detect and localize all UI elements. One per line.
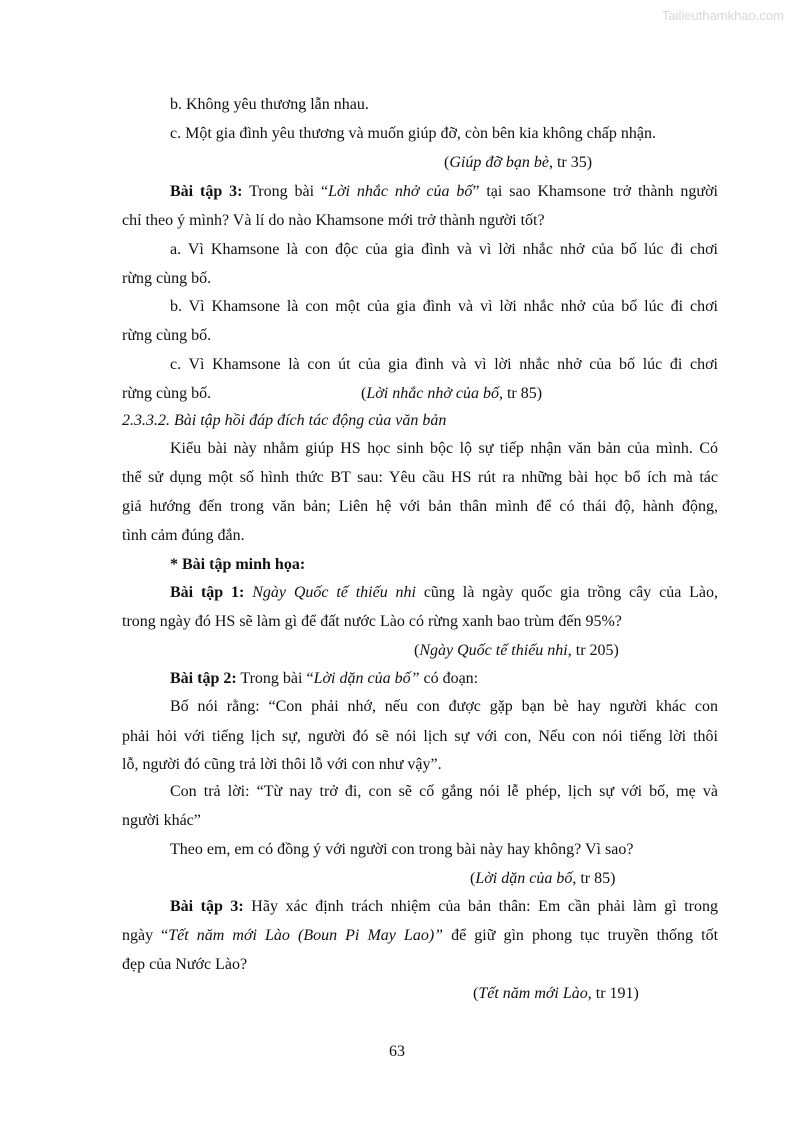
citation: (Ngày Quốc tế thiếu nhi, tr 205) bbox=[414, 642, 619, 659]
paragraph-line: chỉ theo ý mình? Và lí do nào Khamsone mới trở thành người tốt? bbox=[122, 212, 545, 229]
exercise-2-heading: Bài tập 2: Trong bài “Lời dặn của bố” có đoạn: bbox=[170, 670, 479, 687]
quote-line: Con trả lời: “Từ nay trở đi, con sẽ cố gắng nói lễ phép, lịch sự với bố, mẹ và bbox=[170, 783, 718, 800]
quote-line: lỗ, người đó cũng trả lời thôi lỗ với con như vậy”. bbox=[122, 756, 442, 773]
paragraph-line: giả hướng đến trong văn bản; Liên hệ với bản thân mình để có thái độ, hành động, bbox=[122, 498, 718, 515]
paragraph-line: tình cảm đúng đắn. bbox=[122, 527, 245, 544]
citation: (Giúp đỡ bạn bè, tr 35) bbox=[444, 154, 593, 171]
citation: (Tết năm mới Lào, tr 191) bbox=[473, 985, 639, 1002]
paragraph-line: đẹp của Nước Lào? bbox=[122, 956, 248, 973]
answer-option-c: c. Vì Khamsone là con út của gia đình và vì lời nhắc nhở của bố lúc đi chơi bbox=[170, 356, 718, 373]
citation: (Lời dặn của bố, tr 85) bbox=[470, 870, 616, 887]
answer-option-b: b. Không yêu thương lẫn nhau. bbox=[170, 96, 369, 113]
paragraph-line: rừng cùng bố. bbox=[122, 270, 212, 287]
paragraph-line: thể sử dụng một số hình thức BT sau: Yêu cầu HS rút ra những bài học bổ ích mà tác bbox=[122, 469, 718, 486]
section-heading: 2.3.3.2. Bài tập hồi đáp đích tác động của văn bản bbox=[122, 412, 447, 429]
citation: (Lời nhắc nhở của bố, tr 85) bbox=[361, 385, 543, 402]
question-line: Theo em, em có đồng ý với người con trong bài này hay không? Vì sao? bbox=[170, 841, 634, 858]
answer-option-b: b. Vì Khamsone là con một của gia đình và vì lời nhắc nhở của bố lúc đi chơi bbox=[170, 298, 718, 315]
exercise-3-heading: Bài tập 3: Trong bài “Lời nhắc nhở của bố” tại sao Khamsone trở thành người bbox=[170, 183, 719, 200]
paragraph-line: trong ngày đó HS sẽ làm gì để đất nước Lào có rừng xanh bao trùm đến 95%? bbox=[122, 613, 622, 630]
watermark: Tailieuthamkhao.com bbox=[661, 8, 784, 23]
quote-line: Bố nói rằng: “Con phải nhớ, nếu con được gặp bạn bè hay người khác con bbox=[170, 698, 718, 715]
paragraph-line: rừng cùng bố. bbox=[122, 327, 212, 344]
paragraph-line: Kiểu bài này nhằm giúp HS học sinh bộc lộ sự tiếp nhận văn bản của mình. Có bbox=[170, 440, 718, 457]
answer-option-a: a. Vì Khamsone là con độc của gia đình và vì lời nhắc nhở của bố lúc đi chơi bbox=[170, 241, 718, 258]
paragraph-line: ngày “Tết năm mới Lào (Boun Pi May Lao)” để giữ gìn phong tục truyền thống tốt bbox=[122, 927, 719, 944]
paragraph-line: rừng cùng bố. bbox=[122, 385, 212, 402]
page-number: 63 bbox=[389, 1043, 405, 1060]
quote-line: phải hỏi với tiếng lịch sự, người đó sẽ nói lịch sự với con, Nếu con nói tiếng lời thôi bbox=[122, 728, 718, 745]
quote-line: người khác” bbox=[122, 812, 201, 829]
illustration-heading: * Bài tập minh họa: bbox=[170, 556, 306, 573]
answer-option-c: c. Một gia đình yêu thương và muốn giúp đỡ, còn bên kia không chấp nhận. bbox=[170, 125, 656, 142]
exercise-1-heading: Bài tập 1: Ngày Quốc tế thiếu nhi cũng là ngày quốc gia trồng cây của Lào, bbox=[170, 584, 719, 601]
exercise-3b-heading: Bài tập 3: Hãy xác định trách nhiệm của bản thân: Em cần phải làm gì trong bbox=[170, 898, 719, 915]
